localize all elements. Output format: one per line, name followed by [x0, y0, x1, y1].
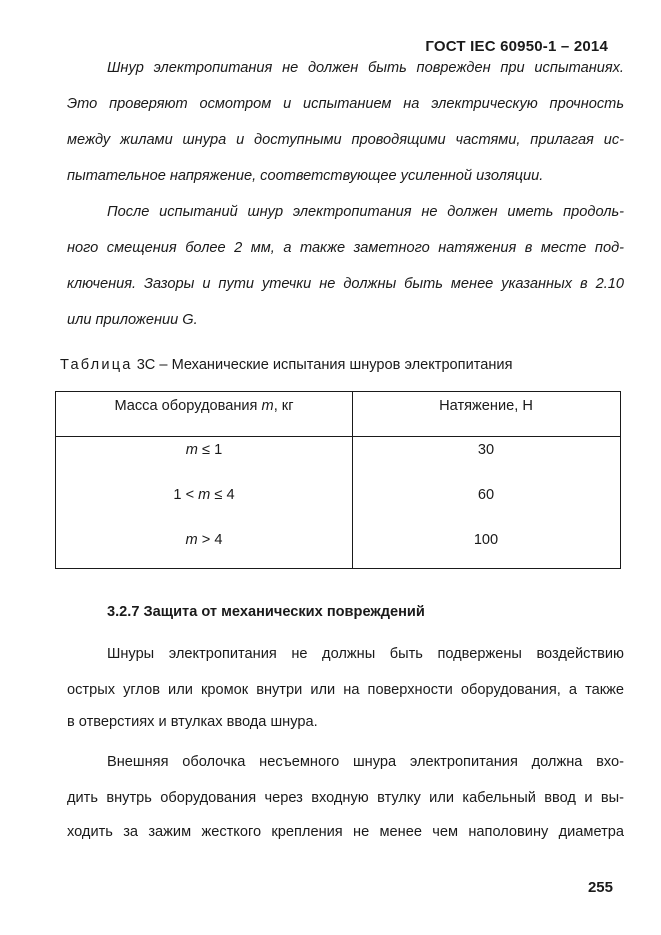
table-cell-tension: 60: [477, 487, 495, 503]
table-header-divider: [56, 436, 620, 437]
paragraph-line: ного смещения более 2 мм, а также заметного натяжения в месте под-: [67, 240, 624, 256]
paragraph-line: После испытаний шнур электропитания не должен иметь продоль-: [107, 204, 624, 220]
table-caption: [60, 357, 512, 373]
paragraph-line: между жилами шнура и доступными проводящими частями, прилагая ис-: [67, 132, 624, 148]
paragraph-line: дить внутрь оборудования через входную втулку или кабельный ввод и вы-: [67, 790, 624, 806]
document-header: ГОСТ IEC 60950-1 – 2014: [425, 38, 608, 55]
paragraph-line: ходить за зажим жесткого крепления не менее чем наполовину диаметра: [67, 824, 624, 840]
data-table: [55, 391, 621, 569]
paragraph-line: ключения. Зазоры и пути утечки не должны быть менее указанных в 2.10: [67, 276, 624, 292]
paragraph-line: острых углов или кромок внутри или на поверхности оборудования, а также: [67, 682, 624, 698]
paragraph-line: в отверстиях и втулках ввода шнура.: [67, 714, 318, 730]
paragraph-line: пытательное напряжение, соответствующее усиленной изоляции.: [67, 168, 544, 184]
table-header-mass: Масса оборудования m, кг: [114, 398, 294, 414]
section-title: 3.2.7 Защита от механических повреждений: [107, 604, 425, 620]
table-caption-text: 3С – Механические испытания шнуров электропитания: [136, 357, 513, 373]
paragraph-line: Это проверяют осмотром и испытанием на электрическую прочность: [67, 96, 624, 112]
table-cell-tension: 100: [473, 532, 499, 548]
table-header-tension: Натяжение, Н: [439, 398, 533, 414]
paragraph-line: Шнур электропитания не должен быть поврежден при испытаниях.: [107, 60, 624, 76]
table-cell-tension: 30: [477, 442, 495, 458]
paragraph-line: Шнуры электропитания не должны быть подвержены воздействию: [107, 646, 624, 662]
paragraph-line: Внешняя оболочка несъемного шнура электропитания должна вхо-: [107, 754, 624, 770]
table-cell-mass: 1 < m ≤ 4: [173, 487, 235, 503]
paragraph-line: или приложении G.: [67, 312, 198, 328]
table-caption-label: Таблица: [60, 357, 133, 373]
table-cell-mass: m ≤ 1: [185, 442, 223, 458]
table-cell-mass: m > 4: [185, 532, 223, 548]
page-number: 255: [587, 879, 613, 896]
